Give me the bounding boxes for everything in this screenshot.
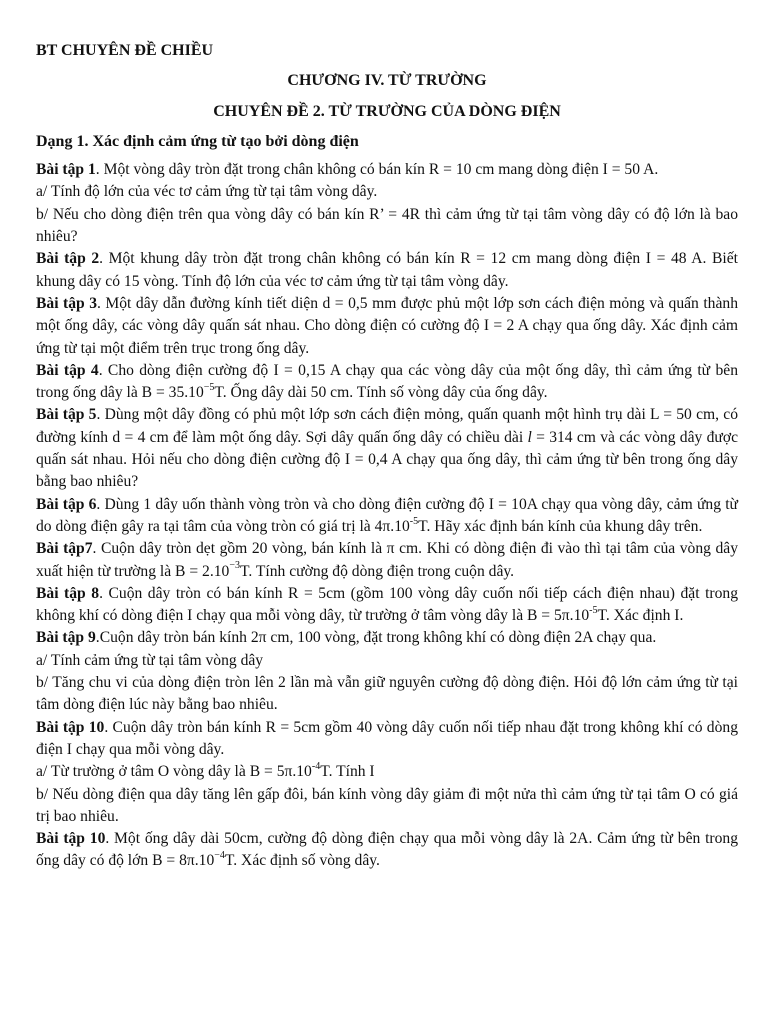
exercise-text-cont: T. Tính cường độ dòng điện trong cuộn dây.: [239, 562, 515, 580]
exercise-9-part-b: b/ Tăng chu vi của dòng điện tròn lên 2 lần mà vẫn giữ nguyên cường độ dòng điện. Hỏi độ lớn cảm ứng từ tại tâm dòng điện lúc này bằng bao nhiêu.: [36, 674, 738, 714]
exercise-text: . Một vòng dây tròn đặt trong chân không có bán kín R = 10 cm mang dòng điện I = 50 A.: [95, 161, 659, 179]
exercise-text: . Dùng một dây đồng có phủ một lớp sơn cách điện mỏng, quấn quanh một hình trụ dài L = 50 cm, có đường kính d = 4 cm để làm một ống dây. Sợi dây quấn ống dây có chiều dài: [36, 406, 738, 446]
exercise-label: Bài tập 10: [36, 718, 105, 736]
exercise-10a-part-a: [36, 761, 738, 783]
exercise-8: [36, 583, 738, 628]
exercise-label: Bài tập 4: [36, 361, 99, 379]
exercise-9-part-a: a/ Tính cảm ứng từ tại tâm vòng dây: [36, 651, 264, 669]
exponent: −3: [229, 560, 240, 572]
exercise-1: [36, 159, 738, 181]
exercise-5: [36, 404, 738, 493]
exercise-label: Bài tập 5: [36, 406, 97, 424]
exponent: −5: [203, 381, 215, 393]
exercise-3: [36, 293, 738, 360]
exercise-text-cont: T. Xác định số vòng dây.: [224, 852, 380, 870]
exponent: -5: [409, 515, 419, 527]
exercise-1-part-a: a/ Tính độ lớn của véc tơ cảm ứng từ tại tâm vòng dây.: [36, 183, 378, 201]
exercise-label: Bài tập 6: [36, 495, 97, 513]
chapter-title: CHƯƠNG IV. TỪ TRƯỜNG: [287, 72, 487, 90]
exponent: -4: [311, 761, 321, 773]
exercise-text: . Cuộn dây tròn có bán kính R = 5cm (gồm 100 vòng dây cuốn nối tiếp cách điện nhau) đặt trong không khí có dòng điện I chạy qua mỗi vòng dây, từ trường ở tâm vòng dây là B = 5π.10: [36, 584, 739, 625]
document-header: BT CHUYÊN ĐỀ CHIỀU: [36, 42, 214, 59]
exercise-label: Bài tập 3: [36, 294, 97, 312]
length-symbol: l: [527, 428, 532, 446]
exercise-text: . Cuộn dây tròn dẹt gồm 20 vòng, bán kính là π cm. Khi có dòng điện đi vào thì tại tâm của vòng dây xuất hiện từ trường là B = 2.10: [36, 540, 739, 580]
exercise-10b: [36, 828, 738, 873]
exercise-label: Bài tập 10: [36, 830, 106, 848]
exponent: -5: [589, 604, 598, 616]
exercise-9: [36, 627, 738, 649]
topic-title: CHUYÊN ĐỀ 2. TỪ TRƯỜNG CỦA DÒNG ĐIỆN: [213, 102, 561, 120]
exercise-10a: [36, 717, 738, 762]
exercise-6: [36, 494, 738, 539]
exercise-7: [36, 538, 738, 583]
exercise-text: . Một ống dây dài 50cm, cường độ dòng điện chạy qua mỗi vòng dây là 2A. Cảm ứng từ bên trong ống dây có độ lớn B = 8π.10: [36, 830, 738, 870]
exercise-text-cont: = 314 cm và các vòng dây được quấn sát nhau. Hỏi nếu cho dòng điện cường độ I = 0,4 A chạy qua ống dây, thì cảm ứng từ bên trong ống dây bằng bao nhiêu?: [36, 428, 738, 491]
exercise-label: Bài tập 2: [36, 250, 100, 268]
exercise-label: Bài tập 8: [36, 584, 100, 602]
exercise-label: Bài tập7: [36, 540, 93, 558]
exercise-4: [36, 360, 738, 405]
exercise-1-part-b: b/ Nếu cho dòng điện trên qua vòng dây có bán kín R’ = 4R thì cảm ứng từ tại tâm vòng dây có độ lớn là bao nhiêu?: [36, 205, 738, 246]
exercise-10a-part-b: b/ Nếu dòng điện qua dây tăng lên gấp đôi, bán kính vòng dây giảm đi một nửa thì cảm ứng từ tại tâm O có giá trị bao nhiêu.: [36, 785, 738, 825]
exercise-label: Bài tập 9: [36, 629, 96, 647]
exercise-text-cont: T. Hãy xác định bán kính của khung dây trên.: [418, 517, 703, 535]
exercise-text: . Một khung dây tròn đặt trong chân không có bán kín R = 12 cm mang dòng điện I = 48 A. Biết khung dây có 15 vòng. Tính độ lớn của véc tơ cảm ứng từ tại tâm vòng dây.: [36, 250, 738, 290]
exercise-label: Bài tập 1: [36, 161, 96, 179]
exercise-text: . Cho dòng điện cường độ I = 0,15 A chạy qua các vòng dây của một ống dây, thì cảm ứng từ bên trong ống dây là B = 35.10: [36, 361, 738, 402]
exercise-text: . Dùng 1 dây uốn thành vòng tròn và cho dòng điện cường độ I = 10A chạy qua vòng dây, cảm ứng từ do dòng điện gây ra tại tâm của vòng tròn có giá trị là 4π.10: [36, 495, 738, 535]
part-text: a/ Từ trường ở tâm O vòng dây là B = 5π.10: [36, 763, 312, 781]
exercise-text-cont: T. Xác định I.: [597, 607, 684, 625]
exercise-text: .Cuộn dây tròn bán kính 2π cm, 100 vòng, đặt trong không khí có dòng điện 2A chạy qua.: [95, 629, 657, 647]
exponent: −4: [214, 850, 225, 862]
part-text-cont: T. Tính I: [320, 763, 375, 781]
exercise-2: [36, 248, 738, 293]
exercise-text-cont: T. Ống dây dài 50 cm. Tính số vòng dây của ống dây.: [214, 384, 548, 402]
exercise-text: . Cuộn dây tròn bán kính R = 5cm gồm 40 vòng dây cuốn nối tiếp nhau đặt trong không khí có dòng điện I chạy qua mỗi vòng dây.: [36, 718, 738, 758]
section-title: Dạng 1. Xác định cảm ứng từ tạo bởi dòng điện: [36, 132, 359, 150]
exercise-text: . Một dây dẫn đường kính tiết diện d = 0,5 mm được phủ một lớp sơn cách điện mỏng và quấn thành một ống dây, các vòng dây quấn sát nhau. Cho dòng điện có cường độ I = 2 A chạy qua ống dây. Xác định cảm ứng từ tại một điểm trên trục trong ống dây.: [36, 294, 738, 357]
